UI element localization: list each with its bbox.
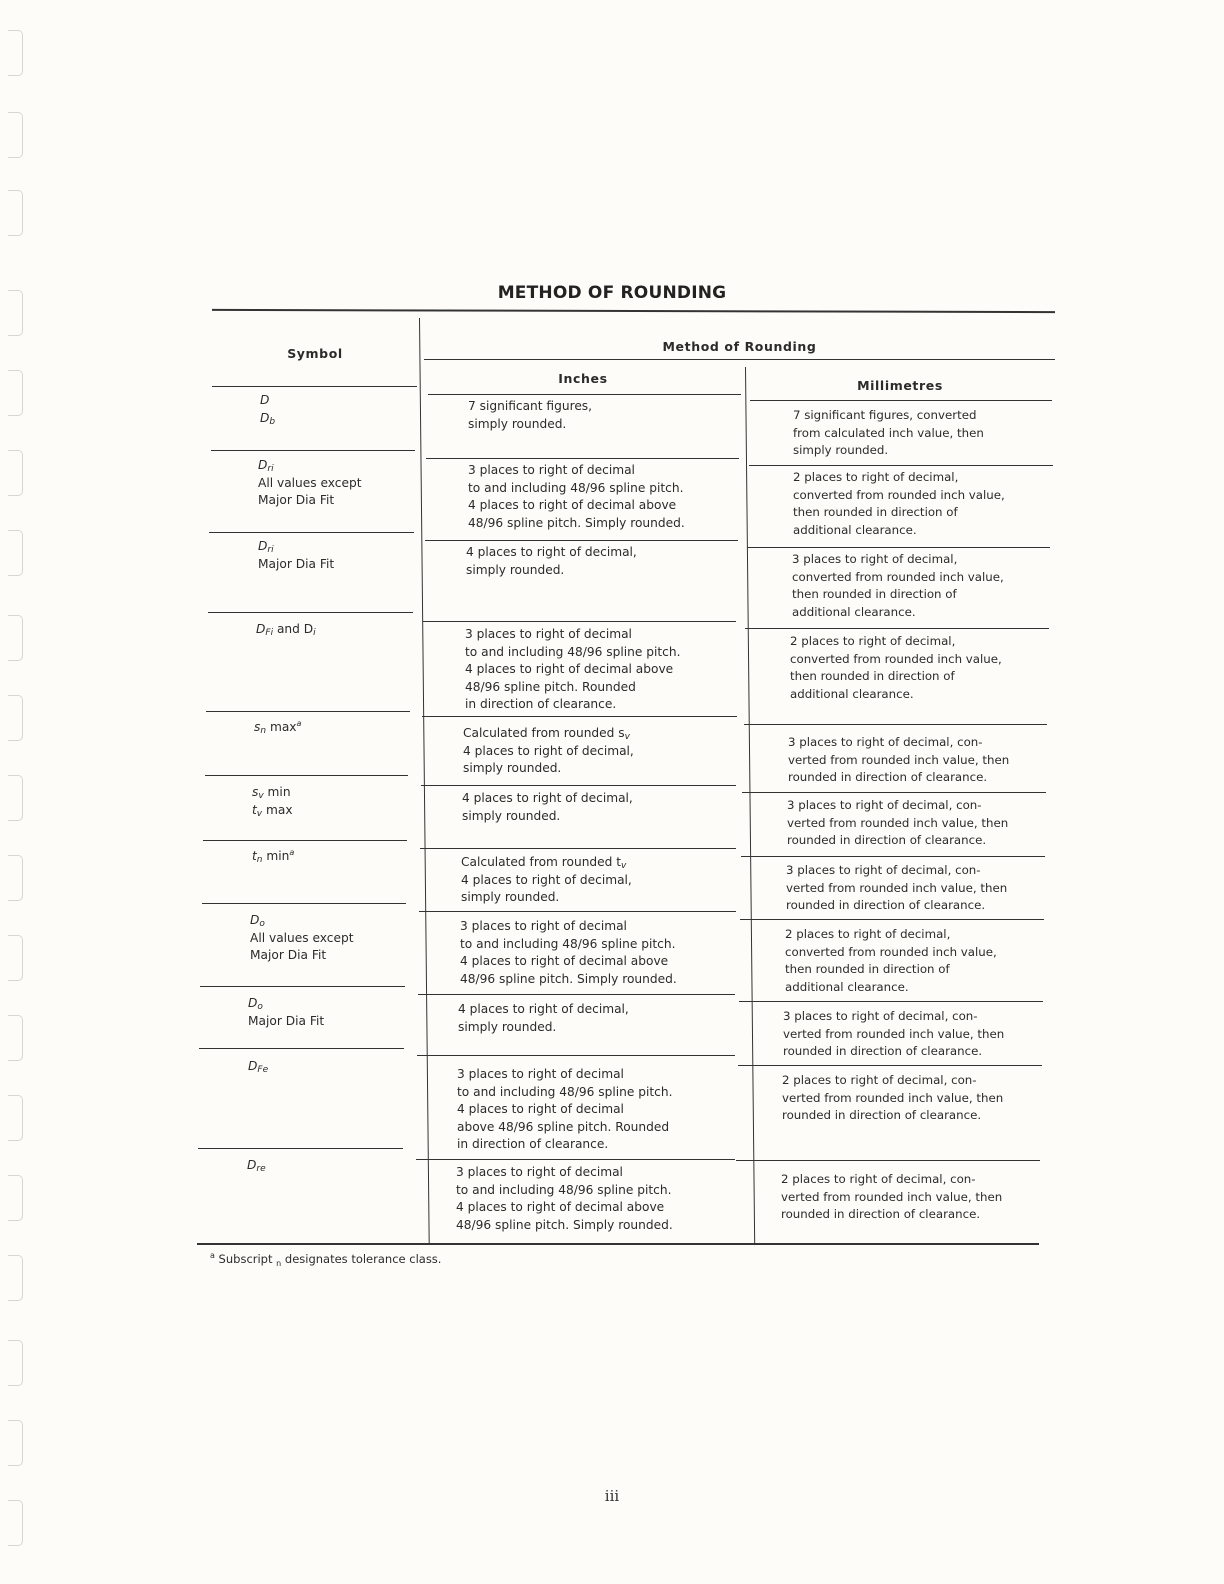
binder-hole (8, 112, 23, 158)
millimetres-line: converted from rounded inch value, (792, 569, 1004, 584)
symbol-cell (250, 912, 410, 965)
millimetres-line: 3 places to right of decimal, (792, 552, 958, 566)
millimetres-line: 2 places to right of decimal, con- (781, 1172, 976, 1186)
symbol-main: D (260, 393, 270, 407)
binder-hole (8, 775, 23, 821)
symbol-subscript: ri (267, 464, 274, 474)
millimetres-line: additional clearance. (790, 686, 914, 701)
table-bottom-rule (197, 1243, 1039, 1245)
footnote: $^a$ Subscript $_n$ designates tolerance class. (210, 1251, 442, 1269)
inches-line: simply rounded. (461, 890, 560, 904)
binder-hole (8, 370, 23, 416)
symbol-main: s (254, 720, 261, 734)
inches-text: Calculated from rounded t (461, 855, 622, 869)
row-divider-rule (426, 458, 739, 459)
row-divider-rule (418, 994, 735, 995)
symbol-rest: and D (273, 622, 314, 636)
row-divider-rule (200, 986, 405, 987)
binder-hole (8, 1015, 23, 1061)
symbol-subscript: v (258, 791, 264, 801)
inches-line: simply rounded. (468, 416, 567, 431)
millimetres-line: verted from rounded inch value, then (788, 752, 1010, 767)
symbol-name (247, 1157, 407, 1175)
millimetres-line: rounded in direction of clearance. (786, 898, 986, 912)
binder-hole (8, 855, 23, 901)
millimetres-line: 2 places to right of decimal, (790, 634, 956, 648)
symbol-cell (260, 392, 420, 427)
millimetres-line: additional clearance. (785, 979, 909, 994)
inches-line (461, 854, 736, 872)
binder-hole (8, 1420, 23, 1466)
symbol-cell (248, 1058, 408, 1076)
binder-hole (8, 30, 23, 76)
millimetres-line: then rounded in direction of (785, 962, 950, 976)
row-divider-rule (736, 1160, 1040, 1161)
millimetres-line: additional clearance. (792, 604, 916, 619)
millimetres-line: verted from rounded inch value, then (783, 1026, 1005, 1041)
symbol-cell (256, 621, 416, 639)
symbol-qualifier: Major Dia Fit (250, 948, 327, 962)
symbol-subscript: re (256, 1164, 266, 1174)
inches-line: 4 places to right of decimal, (458, 1002, 629, 1016)
row-divider-rule (202, 903, 406, 904)
symbol-subscript: ri (267, 545, 274, 555)
row-divider-rule (423, 621, 736, 622)
millimetres-cell (793, 469, 1048, 539)
inches-cell (462, 790, 737, 825)
millimetres-cell (788, 734, 1043, 787)
millimetres-line: verted from rounded inch value, then (781, 1189, 1003, 1204)
inches-line: 7 significant figures, (468, 399, 593, 413)
row-divider-rule (742, 792, 1046, 793)
symbol-subscript: o (259, 919, 265, 929)
millimetres-line: verted from rounded inch value, then (786, 880, 1008, 895)
millimetres-line: then rounded in direction of (790, 669, 955, 683)
symbol-cell (252, 848, 412, 866)
millimetres-line: then rounded in direction of (793, 505, 958, 519)
symbol-subscript: Fi (265, 628, 274, 638)
symbol-main: t (252, 849, 257, 863)
symbol-name (260, 392, 420, 410)
symbol-main: D (247, 1158, 257, 1172)
page-title: METHOD OF ROUNDING (497, 283, 727, 303)
row-divider-rule (211, 450, 415, 451)
row-divider-rule (749, 465, 1053, 466)
symbol-name (248, 995, 408, 1013)
inches-line: 4 places to right of decimal above (465, 662, 674, 676)
inches-line: to and including 48/96 spline pitch. (457, 1084, 673, 1099)
row-divider-rule (425, 540, 738, 541)
row-divider-rule (747, 547, 1050, 548)
millimetres-cell (781, 1171, 1036, 1224)
row-divider-rule (199, 1048, 404, 1049)
symbol-cell (258, 457, 418, 510)
inches-cell (468, 398, 743, 433)
row-divider-rule (422, 716, 737, 717)
row-divider-rule (750, 400, 1052, 401)
binder-hole (8, 1175, 23, 1221)
symbol-main: t (252, 802, 257, 817)
symbol-rest: min (262, 849, 290, 863)
row-divider-rule (419, 911, 736, 912)
millimetres-line: rounded in direction of clearance. (788, 770, 988, 784)
binder-hole (8, 935, 23, 981)
row-divider-rule (420, 848, 736, 849)
inches-line: to and including 48/96 spline pitch. (465, 644, 681, 659)
millimetres-line: simply rounded. (793, 443, 889, 457)
inches-line: 3 places to right of decimal (468, 463, 635, 477)
symbol-name (254, 719, 414, 737)
inches-cell (463, 725, 738, 778)
inches-line: in direction of clearance. (457, 1137, 609, 1151)
symbol-footnote-mark: a (296, 718, 302, 728)
symbol-cell (254, 719, 414, 737)
millimetres-line: additional clearance. (793, 522, 917, 537)
header-millimetres: Millimetres (857, 378, 943, 393)
millimetres-cell (790, 633, 1045, 703)
symbol-rest: max (262, 802, 293, 817)
binder-hole (8, 1340, 23, 1386)
millimetres-cell (792, 551, 1047, 621)
row-divider-rule (209, 532, 414, 533)
millimetres-cell (793, 407, 1048, 460)
inches-cell (466, 544, 741, 579)
symbol-subscript: n (256, 855, 263, 865)
symbol-qualifier: All values except (250, 930, 354, 945)
millimetres-line: 2 places to right of decimal, con- (782, 1073, 977, 1087)
millimetres-line: rounded in direction of clearance. (782, 1108, 982, 1122)
symbol-name (248, 1058, 408, 1076)
row-divider-rule (205, 775, 408, 776)
symbol-subscript: v (256, 808, 263, 819)
row-divider-rule (198, 1148, 403, 1149)
inches-text: Calculated from rounded s (463, 726, 625, 740)
symbol-subscript: Fe (257, 1065, 269, 1075)
millimetres-line: 3 places to right of decimal, con- (786, 863, 981, 877)
row-divider-rule (421, 785, 736, 786)
inches-cell (458, 1001, 733, 1036)
inches-line: 48/96 spline pitch. Simply rounded. (460, 971, 677, 986)
symbol-main: D (258, 539, 268, 553)
row-divider-rule (428, 394, 741, 395)
millimetres-line: converted from rounded inch value, (785, 944, 997, 959)
millimetres-line: 2 places to right of decimal, (793, 470, 959, 484)
inches-cell (460, 918, 735, 988)
symbol-name (256, 621, 416, 639)
inches-line: 4 places to right of decimal, (463, 743, 634, 758)
row-divider-rule (417, 1055, 735, 1056)
method-header-rule (424, 359, 1055, 360)
millimetres-line: from calculated inch value, then (793, 425, 984, 440)
row-divider-rule (203, 840, 407, 841)
header-inches: Inches (558, 371, 608, 386)
table-top-rule (212, 309, 1055, 313)
binder-hole (8, 695, 23, 741)
binder-holes (0, 0, 30, 1584)
header-method-of-rounding: Method of Rounding (662, 339, 817, 354)
millimetres-line: 3 places to right of decimal, con- (783, 1009, 978, 1023)
symbol-footnote-mark: a (289, 847, 295, 857)
inches-line: 48/96 spline pitch. Simply rounded. (468, 515, 685, 530)
millimetres-line: rounded in direction of clearance. (781, 1207, 981, 1221)
symbol-name (252, 848, 412, 866)
symbol-qualifier: Major Dia Fit (258, 493, 335, 507)
symbol-cell (258, 538, 418, 573)
row-divider-rule (740, 919, 1044, 920)
inches-line: to and including 48/96 spline pitch. (456, 1182, 672, 1197)
inches-line: in direction of clearance. (465, 697, 617, 711)
symbol-subscript: n (260, 726, 267, 736)
inches-line: 3 places to right of decimal (460, 919, 627, 933)
inches-subscript: v (621, 861, 627, 871)
inches-line: 48/96 spline pitch. Rounded (465, 679, 636, 694)
inches-cell (468, 462, 743, 532)
binder-hole (8, 190, 23, 236)
symbol-rest: max (266, 720, 297, 734)
millimetres-line: verted from rounded inch value, then (787, 815, 1009, 830)
inches-cell (465, 626, 740, 714)
symbol-subscript: o (257, 1002, 263, 1012)
symbol-name (252, 784, 412, 802)
inches-line: 3 places to right of decimal (465, 627, 632, 641)
millimetres-line: verted from rounded inch value, then (782, 1090, 1004, 1105)
binder-hole (8, 450, 23, 496)
millimetres-cell (782, 1072, 1037, 1125)
millimetres-line: then rounded in direction of (792, 587, 957, 601)
inches-line: 4 places to right of decimal (457, 1102, 624, 1116)
symbol-cell (247, 1157, 407, 1175)
symbol-subscript: b (269, 416, 276, 427)
binder-hole (8, 1095, 23, 1141)
millimetres-cell (787, 797, 1042, 850)
millimetres-line: 3 places to right of decimal, con- (788, 735, 983, 749)
symbol-name (250, 912, 410, 930)
symbol-main: D (256, 622, 266, 636)
millimetres-line: 2 places to right of decimal, (785, 927, 951, 941)
binder-hole (8, 1255, 23, 1301)
binder-hole (8, 530, 23, 576)
inches-line: 4 places to right of decimal above (460, 954, 669, 968)
symbol-main: D (248, 1059, 258, 1073)
row-divider-rule (741, 856, 1045, 857)
row-divider-rule (739, 1001, 1043, 1002)
millimetres-line: 7 significant figures, converted (793, 408, 977, 422)
millimetres-line: converted from rounded inch value, (793, 487, 1005, 502)
symbol-cell (252, 784, 412, 819)
symbol-main: D (248, 996, 258, 1010)
inches-line: 3 places to right of decimal (456, 1165, 623, 1179)
inches-cell (461, 854, 736, 907)
inches-line: simply rounded. (462, 808, 561, 823)
millimetres-line: rounded in direction of clearance. (783, 1044, 983, 1058)
millimetres-line: 3 places to right of decimal, con- (787, 798, 982, 812)
row-divider-rule (738, 1065, 1042, 1066)
header-symbol: Symbol (287, 346, 343, 361)
inches-line (463, 725, 738, 743)
inches-line: 3 places to right of decimal (457, 1067, 624, 1081)
symbol-qualifier: All values except (258, 475, 362, 490)
inches-line: simply rounded. (463, 761, 562, 775)
row-divider-rule (745, 628, 1049, 629)
symbol-rest: min (263, 785, 291, 799)
row-divider-rule (208, 612, 413, 613)
symbol-main: D (258, 458, 268, 472)
symbol-column-divider (419, 318, 430, 1244)
binder-hole (8, 1500, 23, 1546)
symbol-main: D (250, 913, 260, 927)
inches-line: simply rounded. (466, 562, 565, 577)
symbol-rest-subscript: i (313, 628, 316, 638)
inches-mm-divider (745, 367, 755, 1244)
binder-hole (8, 615, 23, 661)
symbol-name-secondary (260, 410, 420, 428)
inches-line: 4 places to right of decimal, (466, 545, 637, 559)
inches-subscript: v (624, 732, 630, 742)
inches-line: simply rounded. (458, 1019, 557, 1034)
row-divider-rule (416, 1159, 735, 1160)
inches-line: 48/96 spline pitch. Simply rounded. (456, 1217, 673, 1232)
millimetres-line: rounded in direction of clearance. (787, 833, 987, 847)
symbol-qualifier: Major Dia Fit (248, 1013, 325, 1028)
inches-line: 4 places to right of decimal, (461, 872, 632, 887)
inches-line: to and including 48/96 spline pitch. (460, 936, 676, 951)
symbol-name (258, 457, 418, 475)
inches-cell (457, 1066, 732, 1154)
inches-line: above 48/96 spline pitch. Rounded (457, 1119, 670, 1134)
page-number: iii (604, 1487, 620, 1505)
inches-cell (456, 1164, 731, 1234)
millimetres-cell (783, 1008, 1038, 1061)
symbol-cell (248, 995, 408, 1030)
millimetres-cell (786, 862, 1041, 915)
symbol-name-secondary (252, 802, 412, 820)
row-divider-rule (212, 386, 417, 387)
symbol-main: s (252, 785, 259, 799)
inches-line: 4 places to right of decimal, (462, 791, 633, 805)
row-divider-rule (206, 711, 410, 712)
symbol-qualifier: Major Dia Fit (258, 556, 335, 571)
inches-line: to and including 48/96 spline pitch. (468, 480, 684, 495)
millimetres-line: converted from rounded inch value, (790, 651, 1002, 666)
millimetres-cell (785, 926, 1040, 996)
symbol-main: D (260, 410, 270, 425)
row-divider-rule (744, 724, 1047, 725)
inches-line: 4 places to right of decimal above (456, 1200, 665, 1214)
symbol-name (258, 538, 418, 556)
inches-line: 4 places to right of decimal above (468, 498, 677, 512)
